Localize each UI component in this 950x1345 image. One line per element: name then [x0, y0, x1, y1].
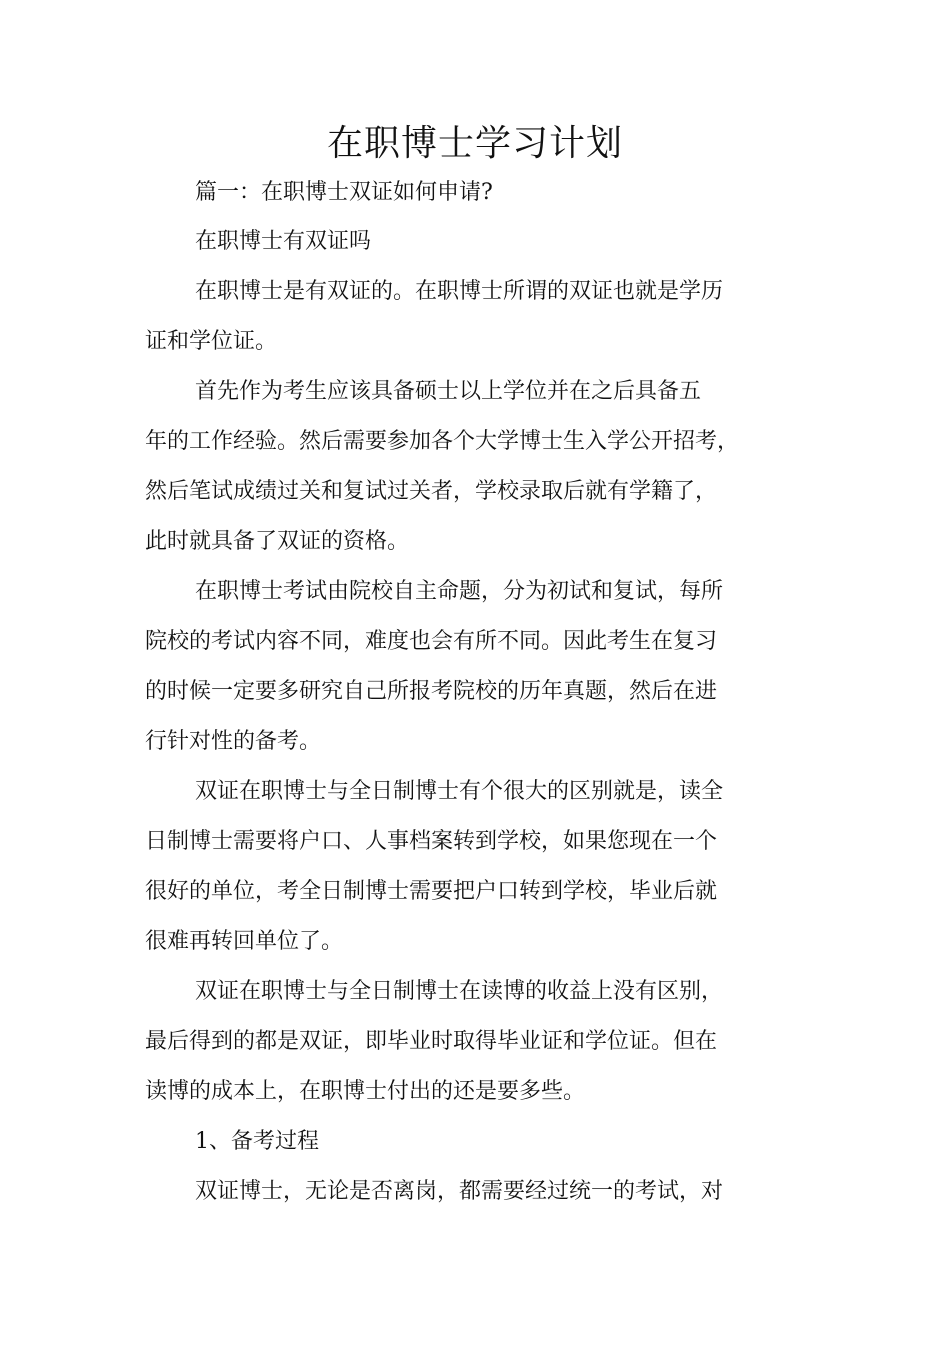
paragraph-line: 双证博士，无论是否离岗，都需要经过统一的考试，对: [195, 1179, 724, 1204]
document-title: 在职博士学习计划: [326, 123, 623, 164]
paragraph-line: 在职博士是有双证的。在职博士所谓的双证也就是学历: [195, 279, 724, 304]
paragraph-line: 首先作为考生应该具备硕士以上学位并在之后具备五: [195, 379, 702, 404]
paragraph-line: 很好的单位，考全日制博士需要把户口转到学校，毕业后就: [145, 879, 718, 904]
paragraph-line: 行针对性的备考。: [145, 729, 322, 754]
paragraph-line: 年的工作经验。然后需要参加各个大学博士生入学公开招考，: [145, 429, 740, 454]
paragraph-line: 读博的成本上，在职博士付出的还是要多些。: [145, 1079, 586, 1104]
subsection-heading: 1、备考过程: [195, 1129, 319, 1154]
paragraph-line: 日制博士需要将户口、人事档案转到学校，如果您现在一个: [145, 829, 718, 854]
paragraph-line: 在职博士考试由院校自主命题，分为初试和复试，每所: [195, 579, 724, 604]
paragraph-line: 院校的考试内容不同，难度也会有所不同。因此考生在复习: [145, 629, 718, 654]
article-heading: 篇一：在职博士双证如何申请?: [195, 180, 493, 205]
paragraph-line: 的时候一定要多研究自己所报考院校的历年真题，然后在进: [145, 679, 718, 704]
paragraph-line: 然后笔试成绩过关和复试过关者，学校录取后就有学籍了，: [145, 479, 718, 504]
section-heading: 在职博士有双证吗: [195, 229, 372, 254]
paragraph-line: 双证在职博士与全日制博士在读博的收益上没有区别，: [195, 979, 724, 1004]
paragraph-line: 最后得到的都是双证，即毕业时取得毕业证和学位证。但在: [145, 1029, 718, 1054]
paragraph-line: 很难再转回单位了。: [145, 929, 344, 954]
paragraph-line: 双证在职博士与全日制博士有个很大的区别就是，读全: [195, 779, 724, 804]
paragraph-line: 此时就具备了双证的资格。: [145, 529, 410, 554]
paragraph-line: 证和学位证。: [145, 329, 278, 354]
